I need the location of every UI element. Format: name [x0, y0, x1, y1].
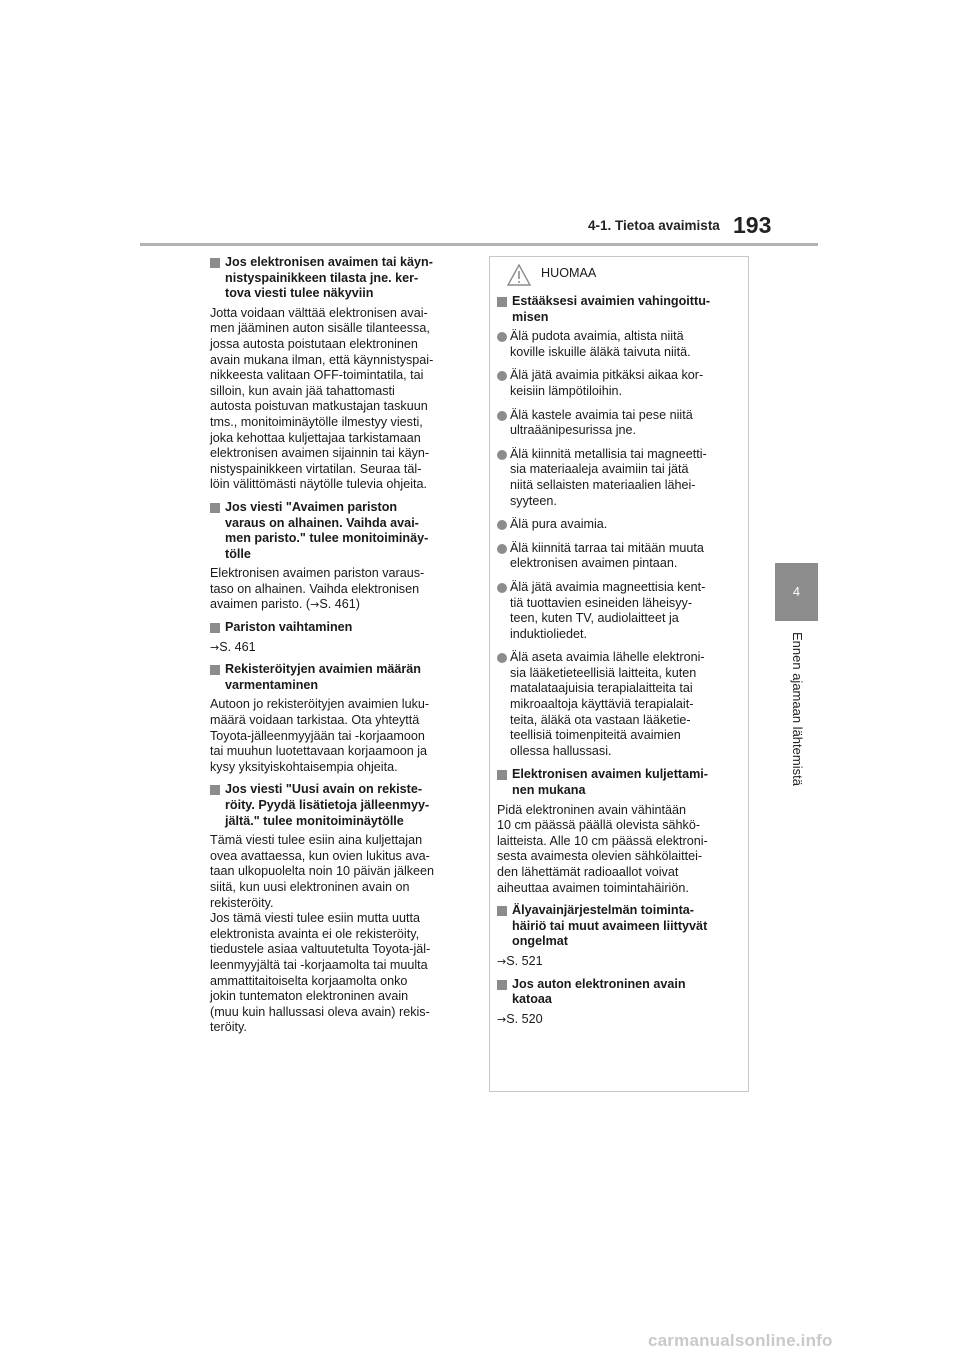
list-item: Älä aseta avaimia lähelle elektroni- sia lääketieteellisiä laitteita, kuten matalataajuisia terapialaitteita tai mikroaaltoja käyttäviä terapialait- teita, äläkä ota vastaan lääketie- teellisiä toimenpiteitä avaimien ollessa hallussasi.	[497, 650, 743, 759]
round-bullet-icon	[497, 653, 507, 663]
section-heading: Jos auton elektroninen avain katoaa	[497, 977, 743, 1008]
square-bullet-icon	[497, 297, 507, 307]
round-bullet-icon	[497, 520, 507, 530]
section-heading: Älyavainjärjestelmän toiminta- häiriö tai muut avaimeen liittyvät ongelmat	[497, 903, 743, 950]
list-item: Älä jätä avaimia magneettisia kent- tiä tuottavien esineiden läheisyy- teen, kuten TV, audiolaitteet ja induktioliedet.	[497, 580, 743, 642]
square-bullet-icon	[210, 665, 220, 675]
section-heading: Jos viesti "Uusi avain on rekiste- röity. Pyydä lisätietoja jälleenmyy- jältä." tulee monitoiminäytölle	[210, 782, 472, 829]
arrow-icon: →	[310, 598, 320, 612]
warning-icon	[507, 264, 531, 286]
page-reference: →S. 520	[497, 1011, 543, 1026]
section-title: 4-1. Tietoa avaimista	[588, 218, 720, 233]
body-text: Pidä elektroninen avain vähintään 10 cm päässä päällä olevista sähkö- laitteista. Alle 10 cm päässä elektroni- sesta avaimesta olevien sähkölaittei- den lähettämät radioaallot voivat aiheuttaa avaimen toimintahäiriön.	[497, 802, 708, 895]
notice-label: HUOMAA	[541, 266, 597, 280]
chapter-label: Ennen ajamaan lähtemistä	[790, 632, 805, 786]
body-text: Tämä viesti tulee esiin aina kuljettajan ovea avattaessa, kun ovien lukitus ava- taan ulkopuolelta noin 10 päivän jälkeen siitä, kun uusi elektroninen avain on rekisteröity. Jos tämä viesti tulee esiin mutta uutta elektronista avainta ei ole rekisteröity, tiedustele asiaa valtuutetulta Toyota-jäl- leenmyyjältä tai -korjaamolta tai muulta ammattitaitoiselta korjaamolta onko jokin tuntematon elektroninen avain (muu kuin hallussasi oleva avain) rekis- teröity.	[210, 833, 435, 1035]
square-bullet-icon	[210, 623, 220, 633]
list-item: Älä pura avaimia.	[497, 517, 743, 533]
page-reference: S. 461)	[319, 597, 360, 612]
round-bullet-icon	[497, 583, 507, 593]
round-bullet-icon	[497, 544, 507, 554]
arrow-icon: →	[210, 640, 220, 654]
square-bullet-icon	[210, 785, 220, 795]
body-text: Elektronisen avaimen pariston varaus- taso on alhainen. Vaihda elektronisen avaimen paristo. (→S. 461)	[210, 566, 425, 612]
body-text: Jotta voidaan välttää elektronisen avai- men jääminen auton sisälle tilanteessa, jossa autosta poistutaan elektroninen avain mukana ilman, että käynnistyspai- nikkeesta valitaan OFF-toimintatila, tai silloin, kun avain jää tahattomasti autosta poistuvan matkustajan taskuun tms., monitoiminäytölle ilmestyy viesti, joka kehottaa kuljettajaa tarkistamaan elektronisen avaimen sijainnin tai käyn- nistyspainikkeen virtatilan. Seuraa täl- löin välittömästi näytölle tulevia ohjeita.	[210, 305, 434, 492]
section-heading: Jos elektronisen avaimen tai käyn- nistyspainikkeen tilasta jne. ker- tova viesti tulee näkyviin	[210, 255, 472, 302]
page-reference: →S. 521	[497, 953, 543, 968]
square-bullet-icon	[497, 770, 507, 780]
arrow-icon: →	[497, 954, 507, 968]
round-bullet-icon	[497, 371, 507, 381]
list-item: Älä jätä avaimia pitkäksi aikaa kor- keisiin lämpötiloihin.	[497, 368, 743, 399]
body-text: Autoon jo rekisteröityjen avaimien luku- määrä voidaan tarkistaa. Ota yhteyttä Toyota-jälleenmyyjään tai -korjaamoon tai muuhun luotettavaan korjaamoon ja kysy yksityiskohtaisempia ohjeita.	[210, 697, 430, 774]
page-reference: →S. 461	[210, 639, 256, 654]
list-item: Älä kiinnitä tarraa tai mitään muuta elektronisen avaimen pintaan.	[497, 541, 743, 572]
watermark: carmanualsonline.info	[648, 1331, 833, 1350]
left-column	[210, 255, 472, 1043]
round-bullet-icon	[497, 332, 507, 342]
list-item: Älä kiinnitä metallisia tai magneetti- sia materiaaleja avaimiin tai jätä niitä sellaisten materiaalien lähei- syyteen.	[497, 447, 743, 509]
section-heading: Jos viesti "Avaimen pariston varaus on alhainen. Vaihda avai- men paristo." tulee monitoiminäy- tölle	[210, 500, 472, 562]
list-item: Älä pudota avaimia, altista niitä koville iskuille äläkä taivuta niitä.	[497, 329, 743, 360]
chapter-tab: 4	[775, 563, 818, 621]
square-bullet-icon	[497, 906, 507, 916]
arrow-icon: →	[497, 1012, 507, 1026]
square-bullet-icon	[497, 980, 507, 990]
section-heading: Rekisteröityjen avaimien määrän varmentaminen	[210, 662, 472, 693]
header-divider	[140, 243, 818, 246]
section-heading: Elektronisen avaimen kuljettami- nen mukana	[497, 767, 743, 798]
section-heading: Estääksesi avaimien vahingoittu- misen	[497, 294, 743, 325]
square-bullet-icon	[210, 503, 220, 513]
list-item: Älä kastele avaimia tai pese niitä ultraäänipesurissa jne.	[497, 408, 743, 439]
round-bullet-icon	[497, 450, 507, 460]
section-heading: Pariston vaihtaminen	[210, 620, 472, 636]
square-bullet-icon	[210, 258, 220, 268]
round-bullet-icon	[497, 411, 507, 421]
page-number: 193	[733, 212, 772, 238]
right-column	[497, 262, 743, 1034]
notice-header	[497, 262, 743, 292]
